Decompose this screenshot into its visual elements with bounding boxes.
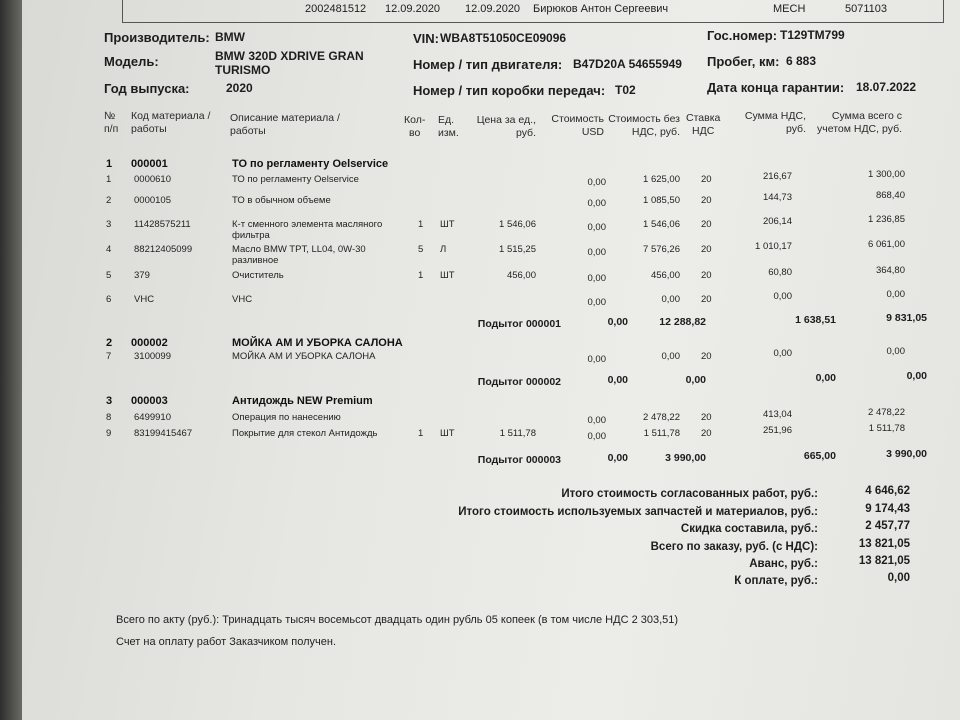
doc-date-1: 12.09.2020 [385,3,441,15]
doc-type: МЕСН [773,3,806,15]
row-code: 6499910 [134,412,171,423]
subtotal-usd: 0,00 [607,316,628,328]
row-description: разливное [232,255,279,266]
row-total: 868,40 [875,190,905,201]
col-desc: Описание материала / работы [230,112,340,137]
vin-label: VIN: [413,31,439,46]
total-value: 13 821,05 [858,538,910,550]
total-label: Итого стоимость согласованных работ, руб.: [561,488,818,500]
invoice-page [22,0,960,720]
row-usd: 0,00 [587,247,606,258]
row-number: 9 [106,428,112,439]
subtotal-usd: 0,00 [607,374,628,386]
row-vat-sum: 1 010,17 [755,241,792,252]
row-usd: 0,00 [587,273,606,284]
total-label: Всего по заказу, руб. (с НДС): [650,541,818,553]
plate-label: Гос.номер: [707,28,778,43]
maker-label: Производитель: [104,30,210,45]
warranty-label: Дата конца гарантии: [707,80,845,95]
top-strip [122,0,944,23]
row-net: 1 511,78 [643,428,680,439]
row-vat-rate: 20 [701,294,712,305]
col-vat: Сумма НДС, руб. [744,110,806,135]
total-label: Итого стоимость используемых запчастей и материалов, руб.: [458,506,818,518]
model-label: Модель: [104,54,159,69]
row-code: 11428575211 [134,219,191,230]
engine-label: Номер / тип двигателя: [413,57,563,72]
row-usd: 0,00 [587,297,606,308]
total-value: 13 821,05 [858,555,910,567]
row-vat-rate: 20 [701,244,712,255]
plate-value: Т129ТМ799 [780,28,845,42]
total-value: 2 457,77 [865,520,910,532]
col-unit: Ед. изм. [438,114,459,139]
subtotal-net: 0,00 [685,374,706,386]
row-net: 0,00 [661,294,680,305]
total-label: Скидка составила, руб.: [680,523,818,535]
row-code: 0000105 [134,195,171,206]
col-total: Сумма всего с учетом НДС, руб. [816,110,902,135]
col-net: Стоимость без НДС, руб. [608,113,680,138]
row-description: Операция по нанесению [232,412,341,423]
page-shadow [0,0,22,720]
row-description: К-т сменного элемента масляного [232,219,383,230]
subtotal-label: Подытог 000001 [477,318,561,330]
row-net: 1 625,00 [643,174,680,185]
row-description: VHC [232,294,253,305]
group-code: 000002 [131,337,168,349]
row-description: фильтра [232,230,270,241]
row-number: 7 [106,351,112,362]
row-vat-sum: 206,14 [762,216,792,227]
row-unit: Л [440,244,447,255]
row-total: 1 511,78 [868,423,905,434]
row-total: 1 236,85 [868,214,905,225]
col-rate: Ставка НДС [686,112,721,137]
row-number: 2 [106,195,112,206]
row-number: 3 [106,219,112,230]
col-price: Цена за ед., руб. [476,114,536,139]
footer-amount-words: Всего по акту (руб.): Тринадцать тысяч восемьсот двадцать один рубль 05 копеек (в том числе НДС 2 303,51) [116,614,679,626]
col-code: Код материала / работы [131,110,211,135]
row-number: 4 [106,244,112,255]
row-number: 8 [106,412,112,423]
doc-number: 2002481512 [305,3,367,15]
group-title: Антидождь NEW Premium [232,395,373,407]
row-description: МОЙКА АМ И УБОРКА САЛОНА [232,351,376,362]
row-vat-sum: 0,00 [773,291,792,302]
row-usd: 0,00 [587,431,606,442]
row-code: VHC [134,294,155,305]
subtotal-vat: 0,00 [815,372,836,384]
row-code: 88212405099 [134,244,193,255]
year-label: Год выпуска: [104,81,190,96]
row-vat-rate: 20 [701,174,712,185]
doc-code: 5071103 [845,3,888,15]
doc-person: Бирюков Антон Сергеевич [533,3,669,15]
row-vat-rate: 20 [701,219,712,230]
model-value-2: TURISMO [215,63,271,77]
total-value: 4 646,62 [865,485,910,497]
row-vat-rate: 20 [701,428,712,439]
subtotal-total: 9 831,05 [886,312,927,324]
row-description: Очиститель [232,270,284,281]
row-net: 2 478,22 [643,412,680,423]
row-price: 1 515,25 [499,244,536,255]
row-quantity: 1 [418,219,424,230]
row-unit: ШТ [440,270,455,281]
row-code: 0000610 [134,174,171,185]
row-vat-sum: 0,00 [773,348,792,359]
gearbox-value: T02 [615,83,636,97]
model-value-1: BMW 320D XDRIVE GRAN [215,49,364,63]
subtotal-total: 3 990,00 [886,448,927,460]
row-total: 1 300,00 [868,169,905,180]
maker-value: BMW [215,30,245,44]
row-description: ТО по регламенту Oelservice [232,174,359,185]
total-value: 9 174,43 [865,503,910,515]
col-num: № п/п [104,110,119,135]
total-label: К оплате, руб.: [734,575,818,587]
group-number: 3 [106,395,113,407]
row-usd: 0,00 [587,177,606,188]
group-title: МОЙКА АМ И УБОРКА САЛОНА [232,337,403,349]
vin-value: WBA8T51050CE09096 [440,31,567,45]
row-price: 1 546,06 [499,219,536,230]
col-qty: Кол- во [404,114,426,139]
group-number: 2 [106,337,113,349]
row-unit: ШТ [440,428,455,439]
row-number: 5 [106,270,112,281]
row-total: 6 061,00 [868,239,905,250]
row-description: ТО в обычном объеме [232,195,331,206]
total-value: 0,00 [887,572,910,584]
row-vat-sum: 216,67 [762,171,792,182]
group-number: 1 [106,158,113,170]
total-label: Аванс, руб.: [749,558,818,570]
row-usd: 0,00 [587,354,606,365]
row-usd: 0,00 [587,415,606,426]
warranty-value: 18.07.2022 [856,80,917,94]
row-code: 3100099 [134,351,171,362]
row-total: 2 478,22 [868,407,905,418]
subtotal-total: 0,00 [906,370,927,382]
group-code: 000003 [131,395,168,407]
subtotal-net: 3 990,00 [665,452,706,464]
row-description: Масло BMW TPT, LL04, 0W-30 [232,244,366,255]
group-title: ТО по регламенту Oelservice [232,158,389,170]
row-vat-rate: 20 [701,270,712,281]
row-vat-rate: 20 [701,195,712,206]
row-total: 0,00 [886,346,905,357]
row-vat-sum: 144,73 [762,192,792,203]
row-number: 1 [106,174,112,185]
subtotal-net: 12 288,82 [659,316,706,328]
row-total: 364,80 [875,265,905,276]
year-value: 2020 [226,81,253,95]
group-code: 000001 [131,158,168,170]
row-price: 456,00 [506,270,536,281]
row-unit: ШТ [440,219,455,230]
row-usd: 0,00 [587,198,606,209]
footer-invoice-received: Счет на оплату работ Заказчиком получен. [116,636,337,648]
row-net: 1 546,06 [643,219,680,230]
row-quantity: 1 [418,270,424,281]
row-price: 1 511,78 [499,428,536,439]
row-total: 0,00 [886,289,905,300]
doc-date-2: 12.09.2020 [465,3,521,15]
row-vat-sum: 251,96 [762,425,792,436]
row-code: 83199415467 [134,428,193,439]
row-net: 7 576,26 [643,244,680,255]
row-description: Покрытие для стекол Антидождь [232,428,378,439]
subtotal-label: Подытог 000002 [477,376,561,388]
row-vat-sum: 60,80 [768,267,792,278]
col-usd: Стоимость USD [551,113,604,138]
row-net: 0,00 [661,351,680,362]
mileage-value: 6 883 [786,54,817,68]
row-code: 379 [134,270,150,281]
row-net: 1 085,50 [643,195,680,206]
row-vat-sum: 413,04 [762,409,792,420]
subtotal-vat: 665,00 [803,450,836,462]
subtotal-usd: 0,00 [607,452,628,464]
row-vat-rate: 20 [701,412,712,423]
row-number: 6 [106,294,112,305]
row-quantity: 1 [418,428,424,439]
row-quantity: 5 [418,244,424,255]
row-usd: 0,00 [587,222,606,233]
subtotal-label: Подытог 000003 [477,454,561,466]
row-vat-rate: 20 [701,351,712,362]
gearbox-label: Номер / тип коробки передач: [413,83,606,98]
row-net: 456,00 [650,270,680,281]
engine-value: B47D20A 54655949 [573,57,682,71]
mileage-label: Пробег, км: [707,54,780,69]
subtotal-vat: 1 638,51 [795,314,836,326]
